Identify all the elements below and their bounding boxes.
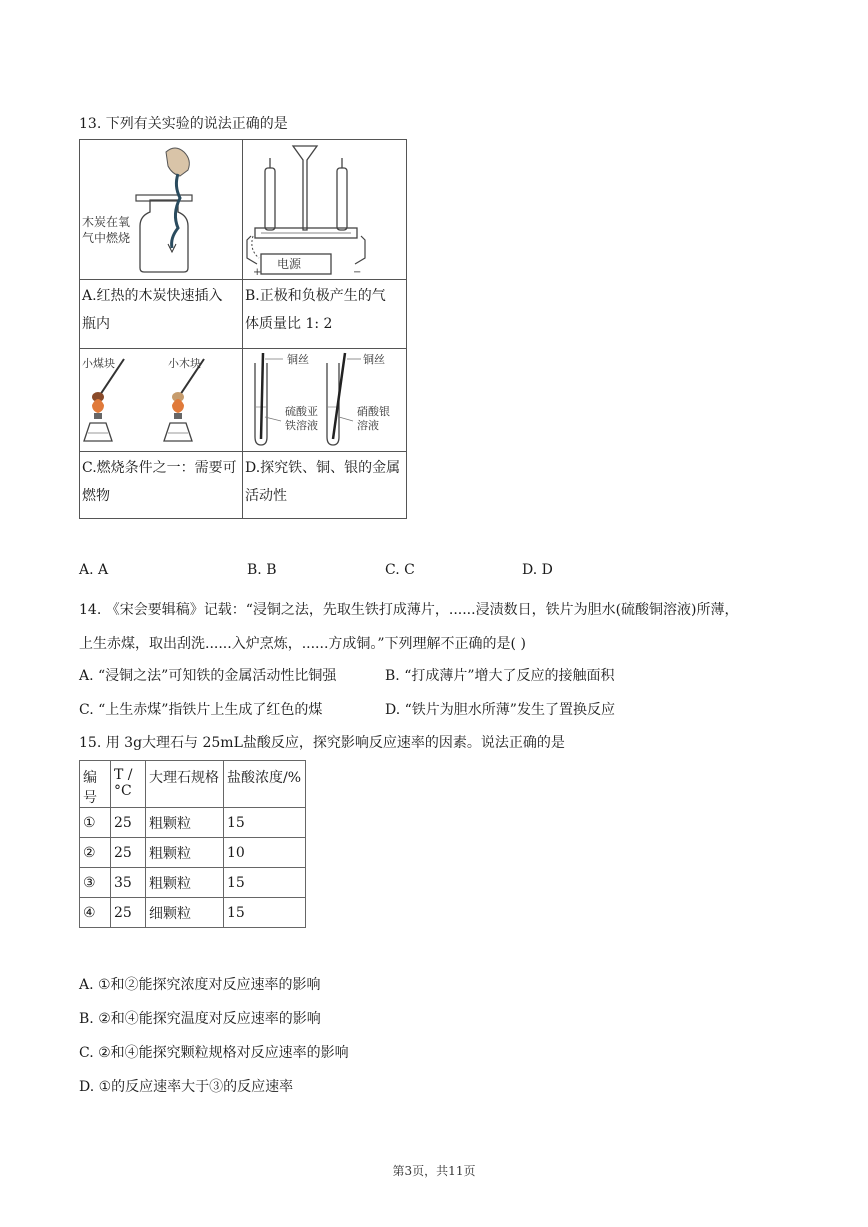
cell-c-caption-line2: 燃物 [82,488,110,504]
cell-conc: 15 [224,898,306,928]
cell-a-label-2: 气中燃烧 [82,231,131,245]
q13-option-c[interactable]: C. C [385,562,415,578]
cell-temp: 25 [111,838,146,868]
cell-spec: 细颗粒 [146,898,224,928]
cell-conc: 10 [224,838,306,868]
cell-id: ④ [80,898,111,928]
cell-a-caption-line1: A.红热的木炭快速插入 [82,288,223,304]
table-row [80,868,306,898]
q14-option-a[interactable]: A. “浸铜之法”可知铁的金属活动性比铜强 [79,668,337,684]
small-coal-label: 小煤块 [82,357,115,370]
cell-d-caption-line2: 活动性 [245,488,287,504]
q13-option-a[interactable]: A. A [79,562,109,578]
q14-stem-line1: 14. 《宋会要辑稿》记载：“浸铜之法，先取生铁打成薄片，......浸渍数日，铁片为胆水(硫酸铜溶液)所薄， [79,602,739,618]
q15-option-c[interactable]: C. ②和④能探究颗粒规格对反应速率的影响 [79,1045,349,1061]
silver-nitrate-label-1: 硝酸银 [357,405,390,418]
svg-text:+: + [253,267,262,278]
table-row [80,838,306,868]
charcoal-burning-icon [80,140,242,279]
q14-option-d[interactable]: D. “铁片为胆水所薄”发生了置换反应 [385,702,615,718]
cell-spec: 粗颗粒 [146,838,224,868]
cell-a-label-1: 木炭在氧 [82,215,131,229]
cell-b-figure [243,140,406,279]
cell-conc: 15 [224,868,306,898]
cell-a-caption-line2: 瓶内 [82,316,110,332]
q13-figure-grid [79,139,407,519]
table-row [80,808,306,838]
cell-b-caption-line1: B.正极和负极产生的气 [245,288,386,304]
small-wood-label: 小木块 [168,357,201,370]
cell-conc: 15 [224,808,306,838]
electrolysis-apparatus-icon [243,140,406,279]
header-temperature: T / °C [111,761,146,808]
cell-b-caption-line2: 体质量比 1: 2 [245,316,333,332]
cell-c-caption-line1: C.燃烧条件之一：需要可 [82,460,237,476]
cell-id: ③ [80,868,111,898]
q14-option-b[interactable]: B. “打成薄片”增大了反应的接触面积 [385,668,615,684]
cell-temp: 35 [111,868,146,898]
q14-option-c[interactable]: C. “上生赤煤”指铁片上生成了红色的煤 [79,702,323,718]
cell-a-figure [80,140,242,279]
page-footer: 第3页，共11页 [392,1164,476,1178]
table-row [80,898,306,928]
svg-text:−: − [353,267,362,278]
silver-nitrate-label-2: 溶液 [357,419,379,432]
ferrous-sulfate-label-1: 硫酸亚 [285,405,318,418]
q13-option-d[interactable]: D. D [522,562,553,578]
table-header-row [80,761,306,808]
q13-option-b[interactable]: B. B [247,562,277,578]
copper-wire-left-label: 铜丝 [287,353,309,366]
header-marble-spec: 大理石规格 [146,761,224,808]
cell-c-figure [80,349,242,451]
q14-stem-line2: 上生赤煤，取出刮洗......入炉烹炼，......方成铜。”下列理解不正确的是( ) [79,636,526,652]
cell-temp: 25 [111,898,146,928]
cell-spec: 粗颗粒 [146,808,224,838]
q15-option-b[interactable]: B. ②和④能探究温度对反应速率的影响 [79,1011,321,1027]
q15-option-d[interactable]: D. ①的反应速率大于③的反应速率 [79,1079,294,1095]
q13-title: 13. 下列有关实验的说法正确的是 [79,116,288,132]
cell-spec: 粗颗粒 [146,868,224,898]
cell-id: ② [80,838,111,868]
cell-id: ① [80,808,111,838]
q15-option-a[interactable]: A. ①和②能探究浓度对反应速率的影响 [79,977,321,993]
header-id: 编号 [80,761,111,808]
power-source-label: 电源 [277,257,302,271]
cell-d-caption-line1: D.探究铁、铜、银的金属 [245,460,401,476]
cell-temp: 25 [111,808,146,838]
cell-d-figure [243,349,406,451]
q15-title: 15. 用 3g大理石与 25mL盐酸反应，探究影响反应速率的因素。说法正确的是 [79,735,565,751]
ferrous-sulfate-label-2: 铁溶液 [285,419,318,432]
header-acid-conc: 盐酸浓度/% [224,761,306,808]
q15-data-table [79,760,306,928]
copper-wire-right-label: 铜丝 [363,353,385,366]
